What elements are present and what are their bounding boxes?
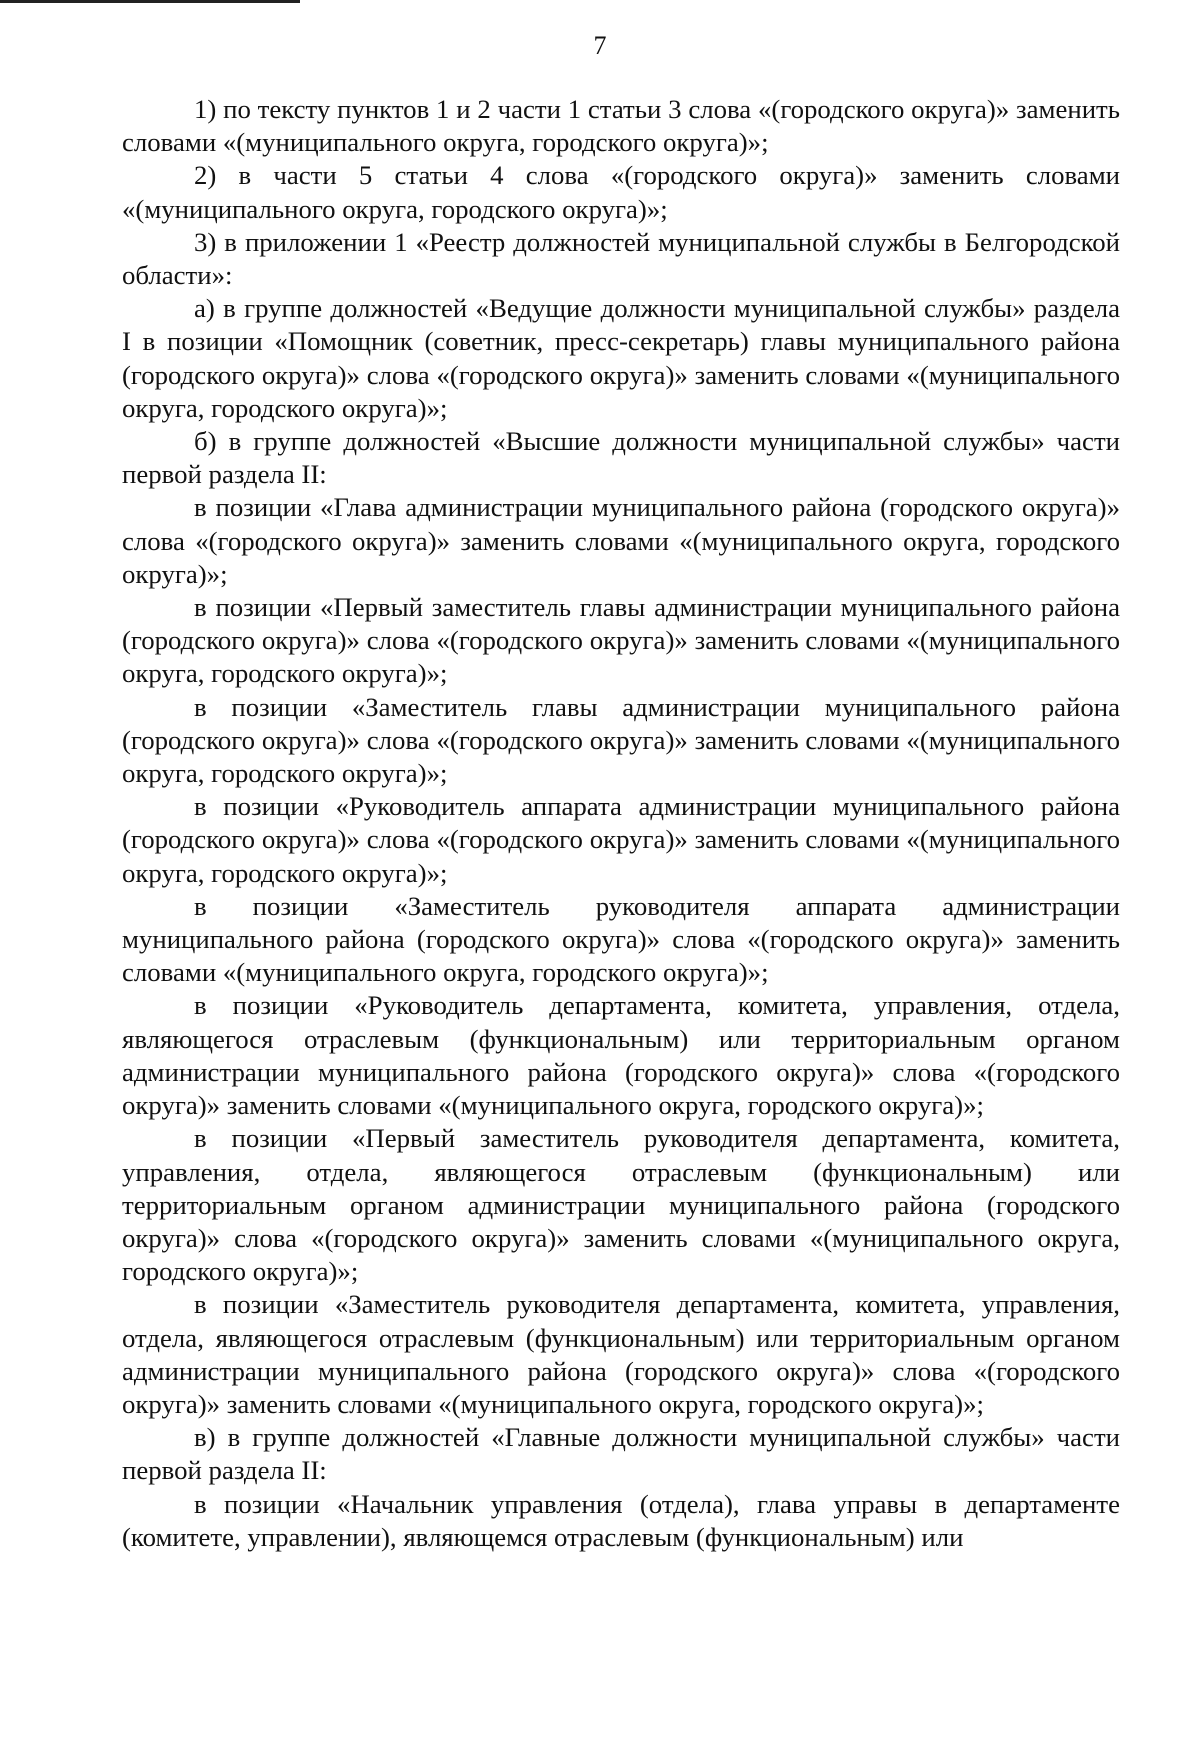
- paragraph: в позиции «Руководитель департамента, комитета, управления, отдела, являющегося отраслевым (функциональным) или территориальным органом администрации муниципального района (городского округа)» слова «(городского округа)» заменить словами «(муниципального округа, городского округа)»;: [122, 990, 1120, 1121]
- paragraph: в позиции «Заместитель главы администрации муниципального района (городского округа)» слова «(городского округа)» заменить словами «(муниципального округа, городского округа)»;: [122, 691, 1120, 789]
- document-body: [122, 93, 1120, 1554]
- paragraph: в позиции «Заместитель руководителя аппарата администрации муниципального района (городского округа)» слова «(городского округа)» заменить словами «(муниципального округа, городского округа)»;: [122, 890, 1120, 988]
- paragraph: 1) по тексту пунктов 1 и 2 части 1 статьи 3 слова «(городского округа)» заменить словами «(муниципального округа, городского округа)»;: [122, 94, 1120, 158]
- paragraph: в позиции «Заместитель руководителя департамента, комитета, управления, отдела, являющегося отраслевым (функциональным) или территориальным органом администрации муниципального района (городского округа)» слова «(городского округа)» заменить словами «(муниципального округа, городского округа)»;: [122, 1289, 1120, 1419]
- paragraph: в позиции «Глава администрации муниципального района (городского округа)» слова «(городского округа)» заменить словами «(муниципального округа, городского округа)»;: [122, 492, 1120, 589]
- paragraph: в позиции «Руководитель аппарата администрации муниципального района (городского округа)» слова «(городского округа)» заменить словами «(муниципального округа, городского округа)»;: [122, 791, 1120, 888]
- paragraph: а) в группе должностей «Ведущие должности муниципальной службы» раздела I в позиции «Помощник (советник, пресс-секретарь) главы муниципального района (городского округа)» слова «(городского округа)» заменить словами «(муниципального округа, городского округа)»;: [122, 293, 1120, 423]
- paragraph: б) в группе должностей «Высшие должности муниципальной службы» части первой раздела II:: [122, 426, 1120, 490]
- paragraph: 3) в приложении 1 «Реестр должностей муниципальной службы в Белгородской области»:: [122, 226, 1120, 291]
- page-number: 7: [593, 31, 607, 60]
- paragraph: в) в группе должностей «Главные должности муниципальной службы» части первой раздела II:: [122, 1422, 1120, 1486]
- top-rule: [0, 0, 300, 3]
- paragraph: в позиции «Начальник управления (отдела), глава управы в департаменте (комитете, управлении), являющемся отраслевым (функциональным) или: [122, 1488, 1120, 1552]
- paragraph: 2) в части 5 статьи 4 слова «(городского округа)» заменить словами «(муниципального округа, городского округа)»;: [122, 160, 1120, 224]
- paragraph: в позиции «Первый заместитель главы администрации муниципального района (городского округа)» слова «(городского округа)» заменить словами «(муниципального округа, городского округа)»;: [122, 592, 1120, 689]
- paragraph: в позиции «Первый заместитель руководителя департамента, комитета, управления, отдела, являющегося отраслевым (функциональным) или территориальным органом администрации муниципального района (городского округа)» слова «(городского округа)» заменить словами «(муниципального округа, городского округа)»;: [122, 1123, 1120, 1287]
